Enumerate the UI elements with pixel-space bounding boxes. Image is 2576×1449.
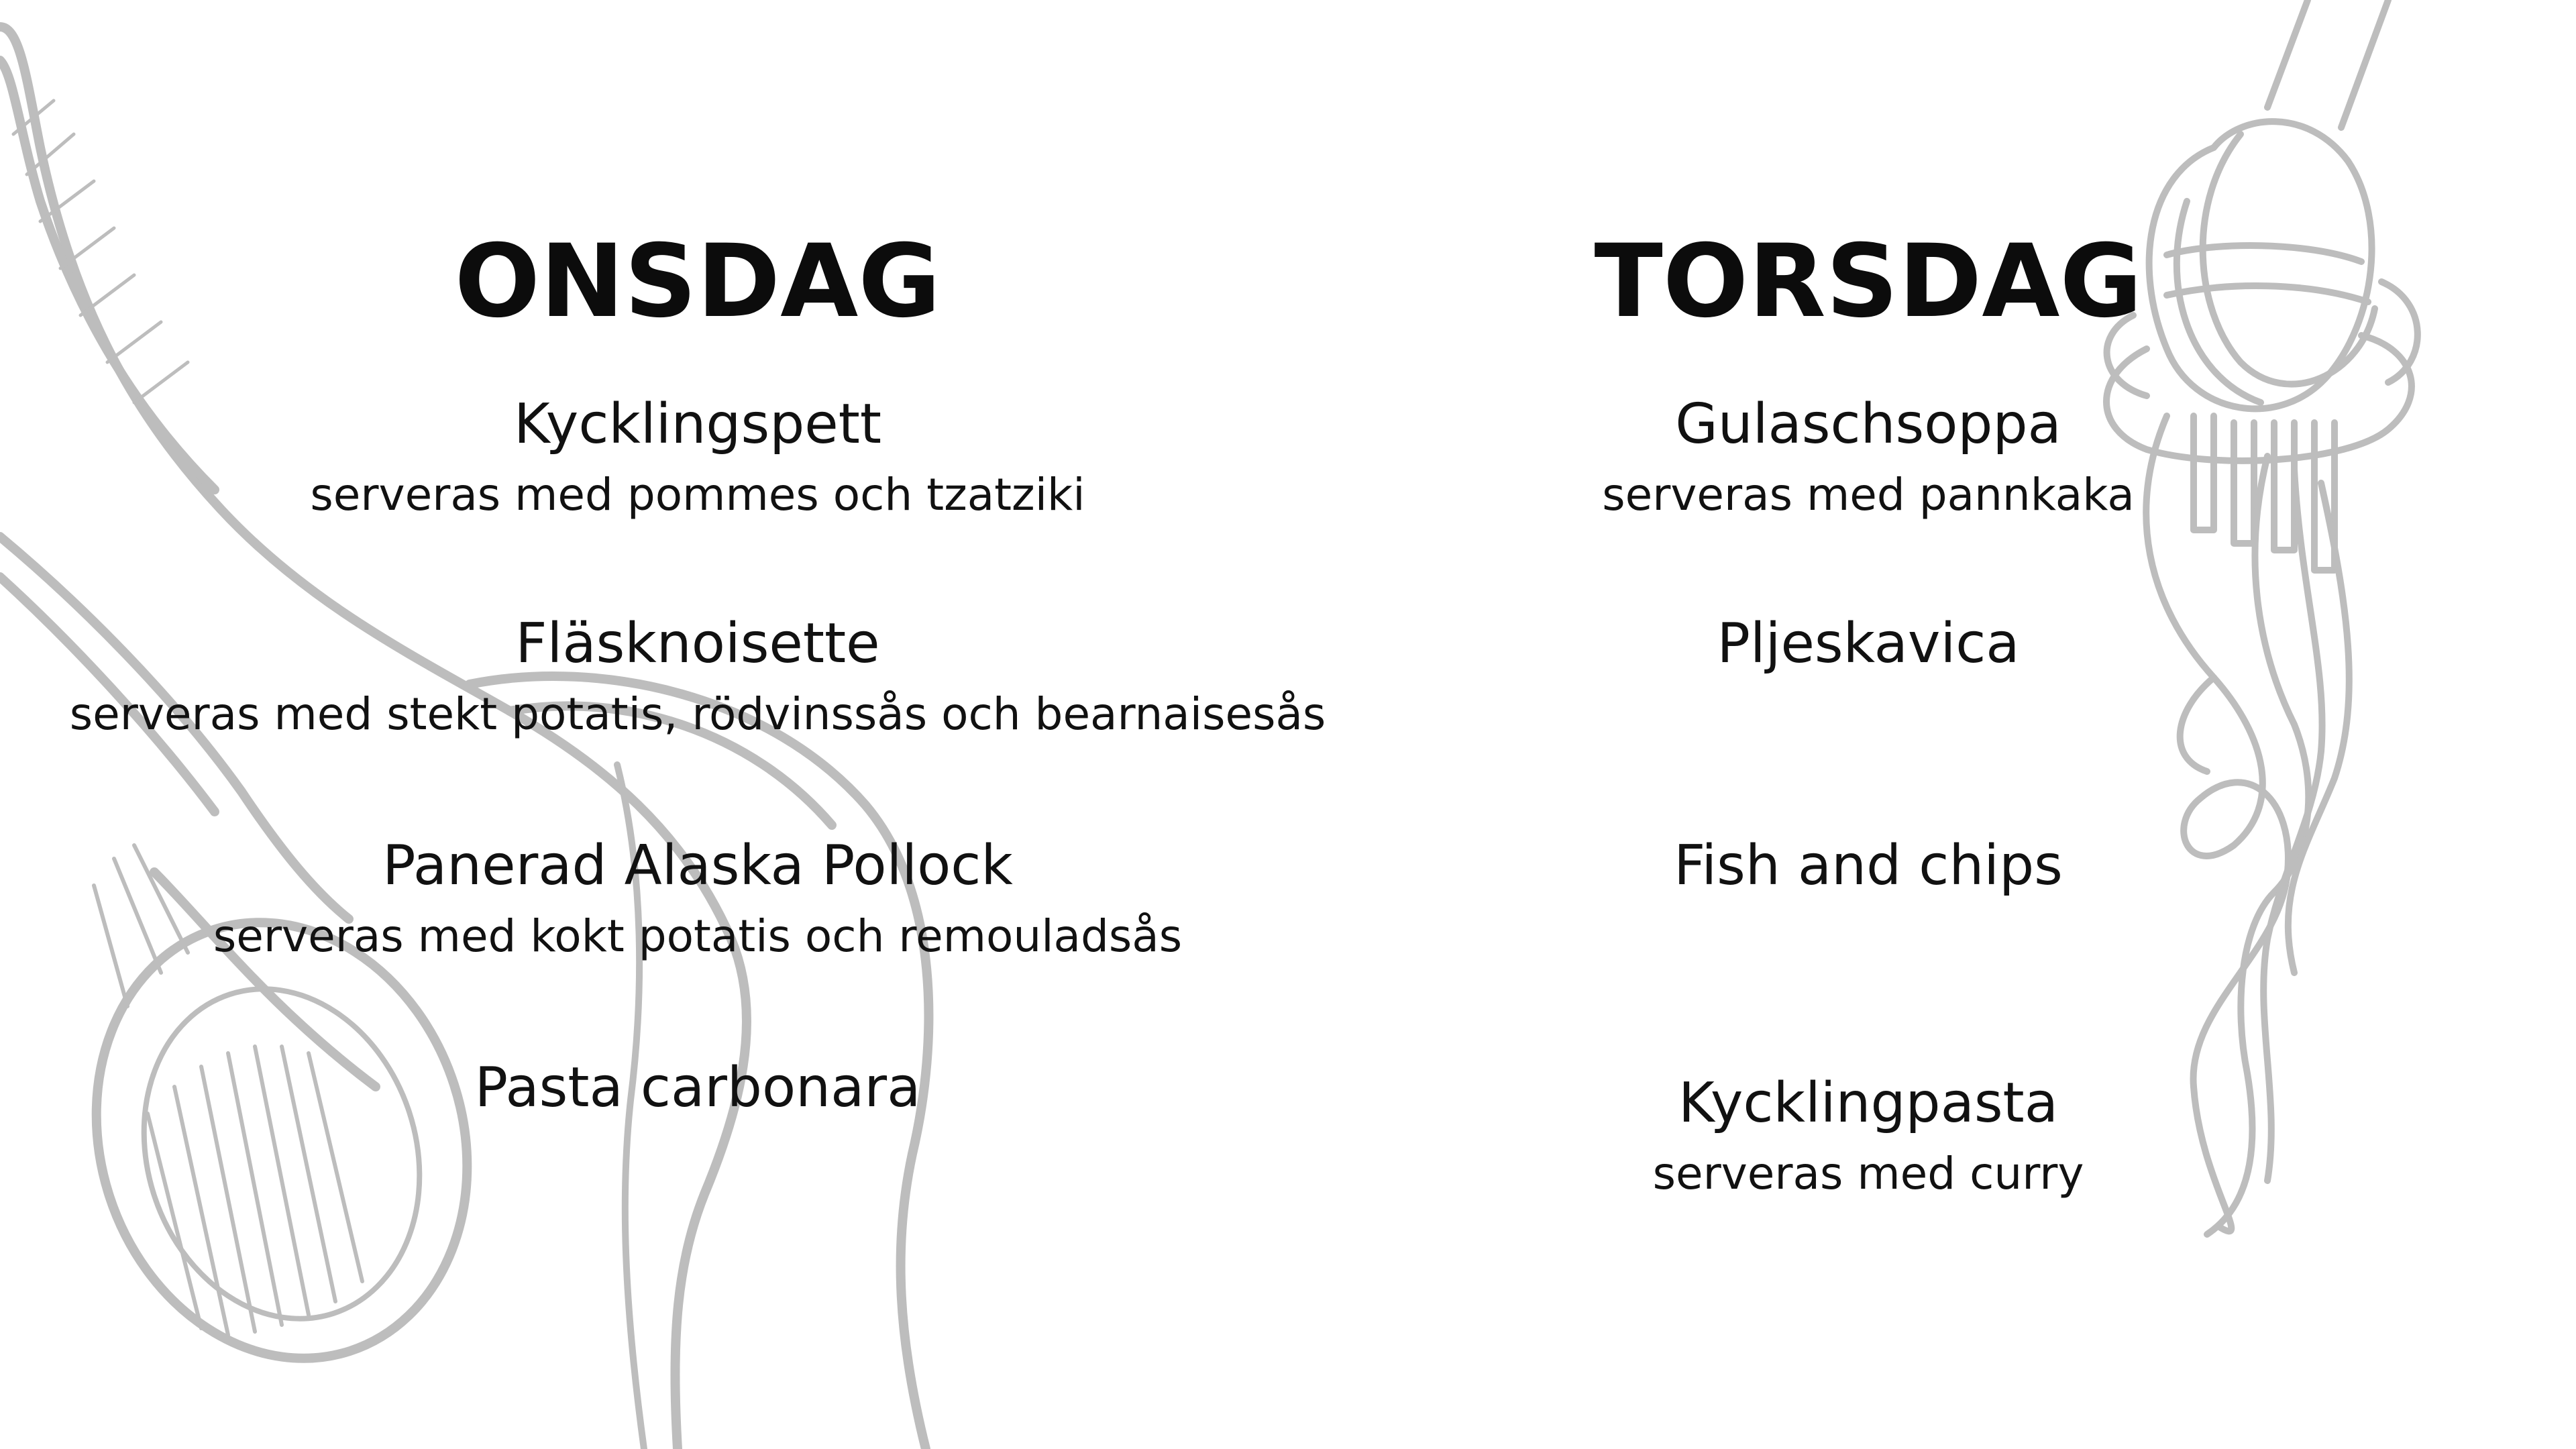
dish-description: serveras med kokt potatis och remouladsås — [213, 910, 1183, 962]
dish-name: Panerad Alaska Pollock — [382, 834, 1013, 898]
dish-item — [1653, 1067, 2084, 1208]
dish-item — [1717, 607, 2019, 681]
dish-name: Pasta carbonara — [474, 1056, 921, 1120]
dish-item — [310, 388, 1085, 529]
dish-item — [213, 829, 1182, 970]
day-title-torsdag: TORSDAG — [1594, 223, 2143, 340]
dish-name: Pljeskavica — [1717, 612, 2020, 676]
dish-name: Gulaschsoppa — [1675, 392, 2061, 456]
dish-description: serveras med pommes och tzatziki — [310, 469, 1085, 521]
dish-name: Fläsknoisette — [515, 612, 880, 676]
dish-name: Kycklingspett — [513, 392, 882, 456]
dish-item — [1602, 388, 2135, 529]
day-title-onsdag: ONSDAG — [454, 223, 941, 340]
dish-name: Fish and chips — [1674, 834, 2063, 898]
dish-item — [70, 607, 1326, 748]
dish-name: Kycklingpasta — [1678, 1071, 2058, 1135]
dish-description: serveras med stekt potatis, rödvinssås och bearnaisesås — [69, 688, 1326, 740]
dish-description: serveras med curry — [1652, 1148, 2084, 1199]
pasta-fork-sketch-icon — [2106, 0, 2418, 1234]
dish-description: serveras med pannkaka — [1602, 469, 2135, 521]
dish-item — [1674, 829, 2063, 903]
dish-item — [475, 1051, 921, 1125]
